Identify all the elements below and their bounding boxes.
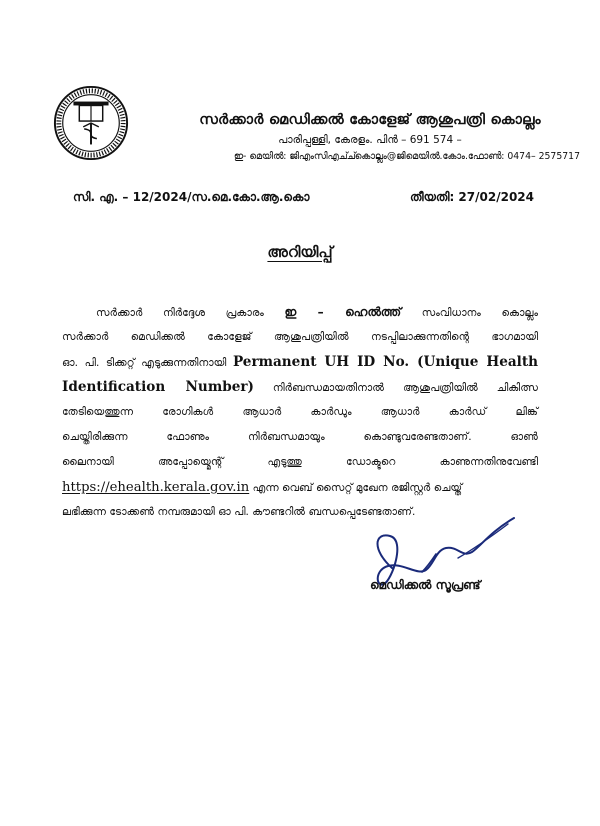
college-seal-logo: [52, 84, 130, 162]
body-line-3: [62, 350, 538, 375]
hospital-name: സർക്കാർ മെഡിക്കൽ കോളേജ് ആശുപത്രി കൊല്ലം: [199, 112, 541, 128]
uhid-term-cont: Identification Number): [62, 379, 254, 395]
notice-body: [62, 300, 538, 525]
ehealth-website-link[interactable]: https://ehealth.kerala.gov.in: [62, 480, 250, 495]
hospital-contact: ഇ- മെയിൽ: ജിഎംസിഎച്ച്കൊല്ലം@ജിമെയിൽ.കോം.ഫോൺ: 0474– 2575717: [233, 151, 580, 162]
body-text: നിർബന്ധമായതിനാൽ ആശുപത്രിയിൽ ചികിത്സ: [272, 382, 538, 394]
body-line-6: ചെയ്തിരിക്കുന്ന ഫോണും നിർബന്ധമായും കൊണ്ടുവരേണ്ടതാണ്. ഓൺ: [62, 431, 538, 443]
body-text: സർക്കാർ നിർദ്ദേശ പ്രകാരം: [96, 307, 264, 319]
body-text: ഓ. പി. ടിക്കറ്റ് എടുക്കുന്നതിനായി: [62, 357, 227, 369]
body-text: എന്ന വെബ് സൈറ്റ് മുഖേന രജിസ്റ്റർ ചെയ്ത്: [249, 482, 463, 494]
notice-title: അറിയിപ്പ്: [267, 243, 333, 261]
body-line-7: ലൈനായി അപ്പോയ്മെന്റ് എടുത്തു ഡോക്ടറെ കാണുന്നതിനുവേണ്ടി: [62, 456, 538, 468]
body-text: സംവിധാനം കൊല്ലം: [421, 307, 539, 319]
body-line-2: സർക്കാർ മെഡിക്കൽ കോളേജ് ആശുപത്രിയിൽ നടപ്പിലാക്കുന്നതിന്റെ ഭാഗമായി: [62, 331, 538, 343]
body-line-9: ലഭിക്കുന്ന ടോക്കൺ നമ്പരുമായി ഓ പി. കൗണ്ടറിൽ ബന്ധപ്പെടേണ്ടതാണ്.: [62, 506, 416, 518]
notice-date: തീയതി: 27/02/2024: [410, 190, 534, 204]
hospital-address: പാരിപ്പള്ളി, കേരളം. പിന്‍ – 691 574 –: [278, 134, 462, 146]
body-line-8: [62, 475, 538, 500]
body-line-5: തേടിയെത്തുന്ന രോഗികൾ ആധാർ കാർഡും ആധാർ കാർഡ് ലിങ്ക്: [62, 406, 538, 418]
notice-title-wrap: [0, 242, 600, 261]
signatory-designation: മെഡിക്കൽ സൂപ്രണ്ട്: [370, 578, 481, 592]
body-line-1: [62, 300, 538, 325]
ehealth-term: ഇ – ഹെൽത്ത്: [284, 305, 402, 319]
body-line-4: [62, 375, 538, 400]
uhid-term: Permanent UH ID No. (Unique Health: [232, 354, 539, 370]
reference-number: സി. എ. – 12/2024/സ.മെ.കോ.ആ.കൊ: [73, 190, 310, 204]
